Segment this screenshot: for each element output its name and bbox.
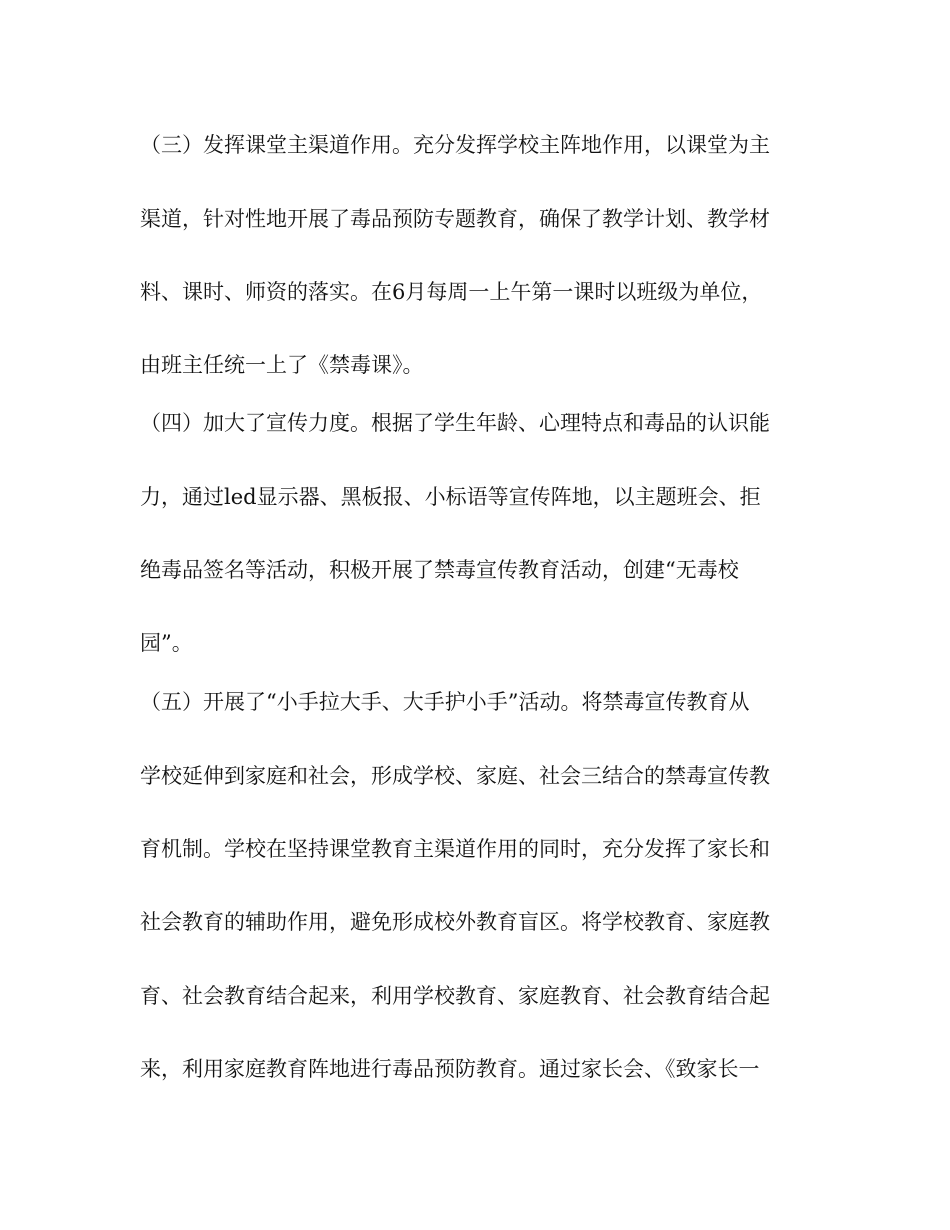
text-line: 由班主任统一上了《禁毒课》。: [140, 353, 424, 377]
text-line: 绝毒品签名等活动，积极开展了禁毒宣传教育活动，创建“无毒校: [140, 558, 739, 582]
text-line: 料、课时、师资的落实。在6月每周一上午第一课时以班级为单位，: [140, 280, 763, 304]
text-line: 社会教育的辅助作用，避免形成校外教育盲区。将学校教育、家庭教: [140, 910, 770, 934]
text-line: 园”。: [140, 631, 193, 655]
text-line: 育、社会教育结合起来，利用学校教育、家庭教育、社会教育结合起: [140, 984, 770, 1008]
text-line: 育机制。学校在坚持课堂教育主渠道作用的同时，充分发挥了家长和: [140, 837, 770, 861]
text-line: （四）加大了宣传力度。根据了学生年龄、心理特点和毒品的认识能: [140, 411, 770, 435]
text-line: （五）开展了“小手拉大手、大手护小手”活动。将禁毒宣传教育从: [140, 690, 750, 714]
text-line: 学校延伸到家庭和社会，形成学校、家庭、社会三结合的禁毒宣传教: [140, 764, 770, 788]
text-line: （三）发挥课堂主渠道作用。充分发挥学校主阵地作用，以课堂为主: [140, 133, 770, 157]
text-line: 力，通过led显示器、黑板报、小标语等宣传阵地，以主题班会、拒: [140, 485, 761, 509]
text-line: 渠道，针对性地开展了毒品预防专题教育，确保了教学计划、教学材: [140, 207, 770, 231]
text-line: 来，利用家庭教育阵地进行毒品预防教育。通过家长会、《致家长一: [140, 1057, 760, 1081]
